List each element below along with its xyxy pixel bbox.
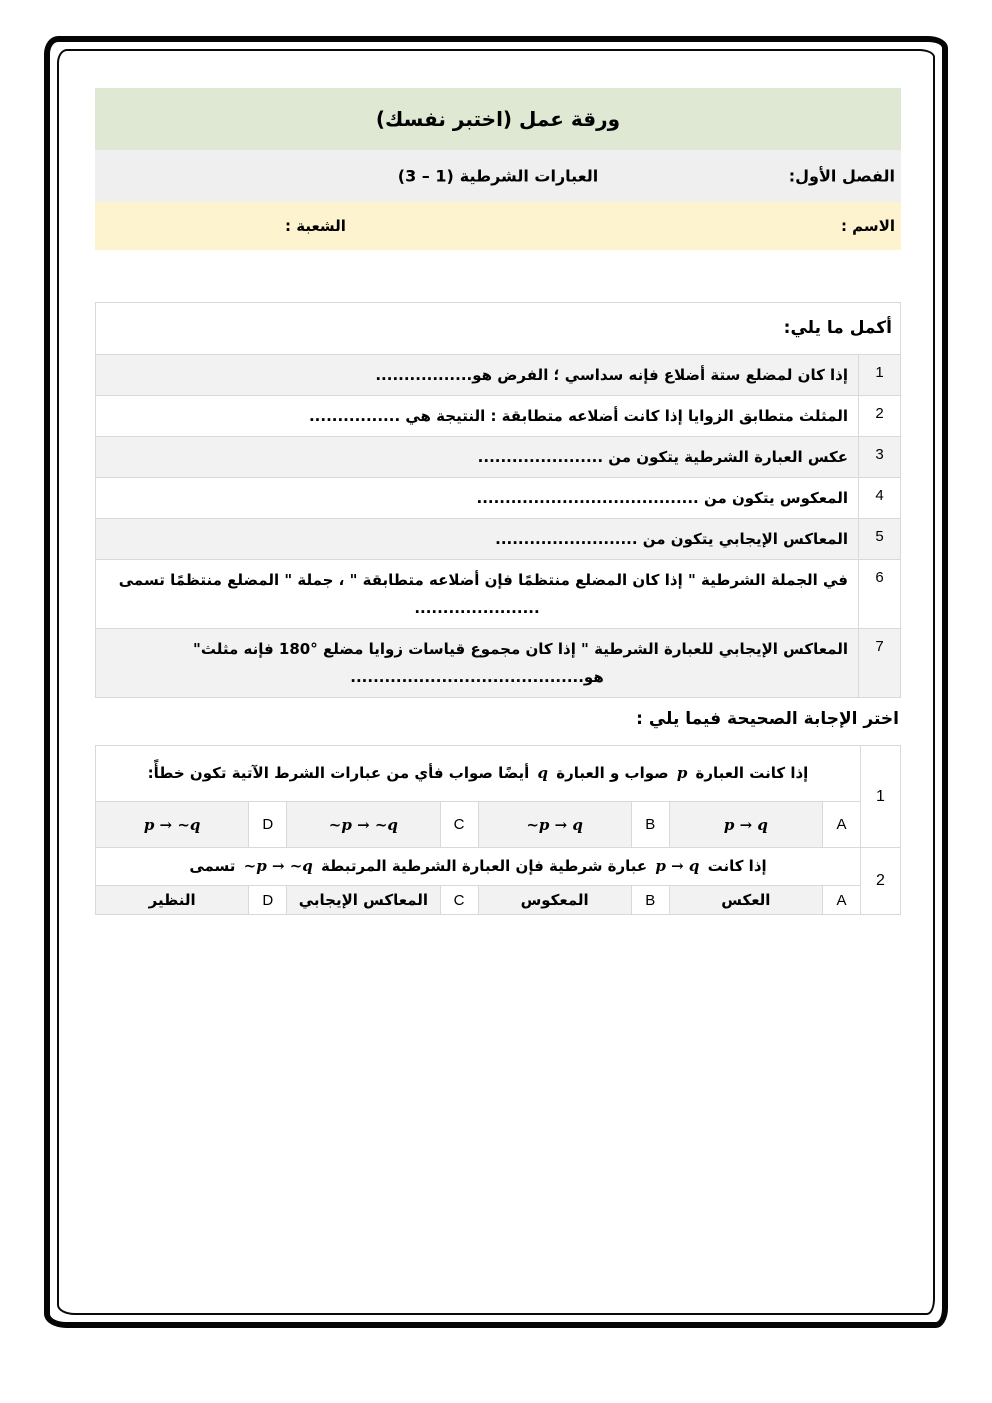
- row-number: 5: [859, 519, 901, 560]
- option-letter-a: A: [823, 802, 861, 848]
- completion-row-text: عكس العبارة الشرطية يتكون من ......................: [96, 437, 859, 478]
- option-b-value: المعكوس: [478, 886, 631, 915]
- lesson-number: (3 – 1): [397, 166, 454, 186]
- completion-row-text: المثلث متطابق الزوايا إذا كانت أضلاعه متطابقة : النتيجة هي ................: [96, 396, 859, 437]
- completion-row-text-line2: ......................: [414, 599, 540, 617]
- option-letter-d: D: [249, 802, 287, 848]
- completion-row-4: [96, 478, 901, 519]
- row-number: 2: [859, 396, 901, 437]
- completion-row-1: [96, 355, 901, 396]
- chapter-label: الفصل الأول:: [788, 166, 895, 186]
- math-expression: p → q: [723, 815, 768, 834]
- completion-row-2: [96, 396, 901, 437]
- student-name-label: الاسم :: [840, 217, 895, 235]
- completion-row-text: [96, 560, 859, 629]
- question-2-text: [96, 848, 861, 886]
- option-letter-b: B: [631, 886, 669, 915]
- question-1-text: [96, 746, 861, 802]
- math-expression: ~p → ~q: [328, 815, 398, 834]
- math-expression: ~p → q: [526, 815, 583, 834]
- completion-row-text: المعكوس يتكون من .......................................: [96, 478, 859, 519]
- completion-row-text-line1: المعاكس الإيجابي للعبارة الشرطية " إذا كان مجموع قياسات زوايا مضلع °180 فإنه مثلث": [193, 640, 848, 658]
- question-text-part: صواب و العبارة: [551, 764, 674, 782]
- math-expression: p → ~q: [143, 815, 201, 834]
- mcq-table: [95, 745, 901, 915]
- student-info-bar: [95, 202, 901, 250]
- completion-table-header: أكمل ما يلي:: [96, 303, 901, 355]
- completion-row-text: المعاكس الإيجابي يتكون من .........................: [96, 519, 859, 560]
- completion-row-text: إذا كان لمضلع ستة أضلاع فإنه سداسي ؛ الفرض هو.................: [96, 355, 859, 396]
- row-number: 6: [859, 560, 901, 629]
- mcq-section-heading: اختر الإجابة الصحيحة فيما يلي :: [636, 709, 899, 729]
- completion-row-5: [96, 519, 901, 560]
- option-a-value: [669, 802, 822, 848]
- row-number: 7: [859, 629, 901, 698]
- mcq-question-2-options-row: [96, 886, 901, 915]
- option-c-value: المعاكس الإيجابي: [287, 886, 440, 915]
- math-expression-related: ~p → ~q: [243, 857, 313, 875]
- question-text-part: إذا كانت: [702, 857, 767, 875]
- option-a-value: العكس: [669, 886, 822, 915]
- question-text-part: عبارة شرطية فإن العبارة الشرطية المرتبطة: [315, 857, 653, 875]
- option-b-value: [478, 802, 631, 848]
- math-var-q: q: [537, 764, 549, 782]
- option-d-value: [96, 802, 249, 848]
- question-text-part: أيضًا صواب فأي من عبارات الشرط الآتية تكون خطأً:: [147, 764, 535, 782]
- completion-table: [95, 302, 901, 698]
- option-letter-b: B: [631, 802, 669, 848]
- worksheet-title: ورقة عمل (اختبر نفسك): [375, 107, 621, 131]
- option-d-value: النظير: [96, 886, 249, 915]
- option-letter-a: A: [823, 886, 861, 915]
- option-letter-d: D: [249, 886, 287, 915]
- worksheet-content: [95, 88, 901, 915]
- lesson-title: العبارات الشرطية: [459, 166, 599, 186]
- row-number: 1: [859, 355, 901, 396]
- lesson-title-group: [95, 167, 901, 186]
- option-c-value: [287, 802, 440, 848]
- completion-row-6: [96, 560, 901, 629]
- question-number: 1: [861, 746, 901, 848]
- chapter-bar: [95, 150, 901, 202]
- row-number: 4: [859, 478, 901, 519]
- option-letter-c: C: [440, 886, 478, 915]
- mcq-question-1-row: [96, 746, 901, 802]
- completion-row-text-line2: هو.........................................: [350, 668, 604, 686]
- class-section-label: الشعبة :: [285, 217, 346, 235]
- math-var-p: p: [676, 764, 688, 782]
- mcq-question-2-row: [96, 848, 901, 886]
- completion-row-text: [96, 629, 859, 698]
- question-number: 2: [861, 848, 901, 915]
- question-text-part: إذا كانت العبارة: [690, 764, 809, 782]
- completion-row-3: [96, 437, 901, 478]
- row-number: 3: [859, 437, 901, 478]
- mcq-question-1-options-row: [96, 802, 901, 848]
- completion-row-7: [96, 629, 901, 698]
- math-expression-p-implies-q: p → q: [655, 857, 700, 875]
- option-letter-c: C: [440, 802, 478, 848]
- completion-table-header-row: [96, 303, 901, 355]
- worksheet-title-bar: [95, 88, 901, 150]
- completion-row-text-line1: في الجملة الشرطية " إذا كان المضلع منتظمًا فإن أضلاعه متطابقة " ، جملة " المضلع منتظمًا تسمى: [118, 571, 848, 589]
- question-text-part: تسمى: [189, 857, 241, 875]
